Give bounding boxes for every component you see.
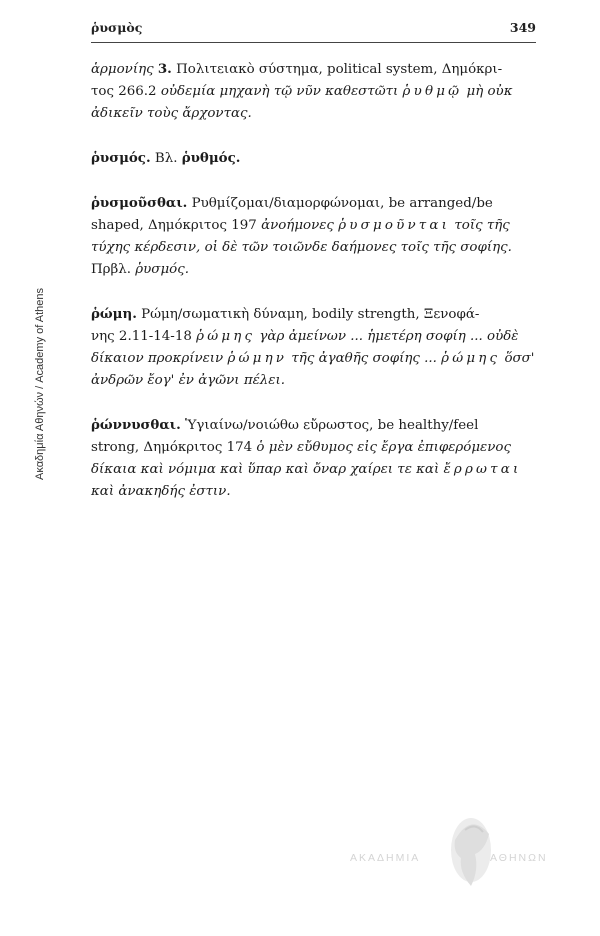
text-segment: γὰρ ἀμείνων ... ἡμετέρη σοφίη ... οὐδὲ: [255, 329, 519, 344]
text-segment: ῥυθμῷ: [402, 84, 463, 99]
text-segment: ὅσσ': [500, 351, 535, 366]
running-head: ῥυσμὸς: [91, 20, 143, 35]
archive-side-note: Ακαδημία Αθηνών / Academy of Athens: [34, 287, 46, 480]
text-line: [91, 370, 536, 392]
headword: ῥυσμός.: [91, 150, 151, 166]
text-segment: τοῖς τῆς: [450, 218, 510, 233]
dictionary-entry: [91, 303, 536, 392]
text-segment: ῥώμην: [227, 351, 288, 366]
header-rule: [91, 42, 536, 43]
text-segment: Ὑγιαίνω/νοιώθω εὔρωστος, be healthy/feel: [180, 418, 479, 433]
text-segment: Πρβλ.: [91, 262, 136, 277]
headword: ῥώμη.: [91, 306, 137, 322]
text-segment: δίκαια καὶ νόμιμα καὶ ὕπαρ καὶ ὄναρ χαίρει τε καὶ: [91, 462, 444, 477]
text-line: [91, 58, 536, 81]
text-segment: Πολιτειακὸ σύστημα, political system, Δημόκρι-: [171, 62, 503, 77]
text-line: [91, 192, 536, 215]
text-line: [91, 147, 536, 170]
dictionary-entry: [91, 192, 536, 281]
text-segment: Βλ.: [150, 151, 182, 166]
text-segment: οὐδεμία μηχανὴ τῷ νῦν καθεστῶτι: [160, 84, 403, 99]
text-line: [91, 437, 536, 459]
text-segment: Ρώμη/σωματικὴ δύναμη, bodily strength, Ξενοφά-: [136, 307, 480, 322]
academy-watermark: [350, 808, 590, 898]
text-line: [91, 259, 536, 281]
text-segment: τύχης κέρδεσιν, οἱ δὲ τῶν τοιῶνδε δαήμονες τοῖς τῆς σοφίης.: [91, 240, 512, 255]
text-segment: ὁ μὲν εὔθυμος εἰς ἔργα ἐπιφερόμενος: [256, 440, 511, 455]
text-segment: ῥώμης: [196, 329, 256, 344]
text-segment: καὶ ἀνακηδής ἐστιν.: [91, 484, 231, 499]
text-line: [91, 215, 536, 237]
text-line: [91, 481, 536, 503]
dictionary-entry: [91, 147, 536, 170]
text-segment: ἀνοήμονες: [261, 218, 339, 233]
text-segment: ἁρμονίης: [91, 62, 158, 77]
text-line: [91, 81, 536, 103]
dictionary-entry: [91, 58, 536, 125]
text-segment: shaped, Δημόκριτος 197: [91, 218, 262, 233]
headword: ῥώννυσθαι.: [91, 417, 181, 433]
dictionary-entry: [91, 414, 536, 503]
text-segment: ἔρρωται: [443, 462, 522, 477]
text-segment: ἀδικεῖν τοὺς ἄρχοντας.: [91, 106, 252, 121]
watermark-left-text: ΑΚΑΔΗΜΙΑ: [350, 852, 421, 864]
text-segment: 3.: [157, 61, 172, 77]
text-segment: δίκαιον προκρίνειν: [91, 351, 228, 366]
text-segment: ῥυσμός.: [135, 262, 189, 277]
text-line: [91, 414, 536, 437]
athena-head-icon: [445, 810, 497, 890]
text-segment: τῆς ἀγαθῆς σοφίης ...: [287, 351, 442, 366]
text-segment: Ρυθμίζομαι/διαμορφώνομαι, be arranged/be: [187, 196, 493, 211]
text-line: [91, 348, 536, 370]
page-number: 349: [509, 20, 536, 35]
headword: ῥυσμοῦσθαι.: [91, 195, 188, 211]
text-segment: ἀνδρῶν ἔογ' ἐν ἀγῶνι πέλει.: [91, 373, 285, 388]
text-line: [91, 459, 536, 481]
text-segment: νης 2.11-14-18: [91, 329, 197, 344]
text-line: [91, 103, 536, 125]
text-segment: μὴ οὐκ: [462, 84, 513, 99]
watermark-right-text: ΑΘΗΝΩΝ: [490, 852, 548, 864]
dictionary-text: [91, 58, 536, 503]
text-segment: τος 266.2: [91, 84, 161, 99]
text-segment: ῥυσμοῦνται: [338, 218, 451, 233]
text-segment: ῥώμης: [441, 351, 501, 366]
text-segment: strong, Δημόκριτος 174: [91, 440, 257, 455]
text-line: [91, 237, 536, 259]
headword: ῥυθμός.: [181, 150, 241, 166]
text-line: [91, 326, 536, 348]
text-line: [91, 303, 536, 326]
